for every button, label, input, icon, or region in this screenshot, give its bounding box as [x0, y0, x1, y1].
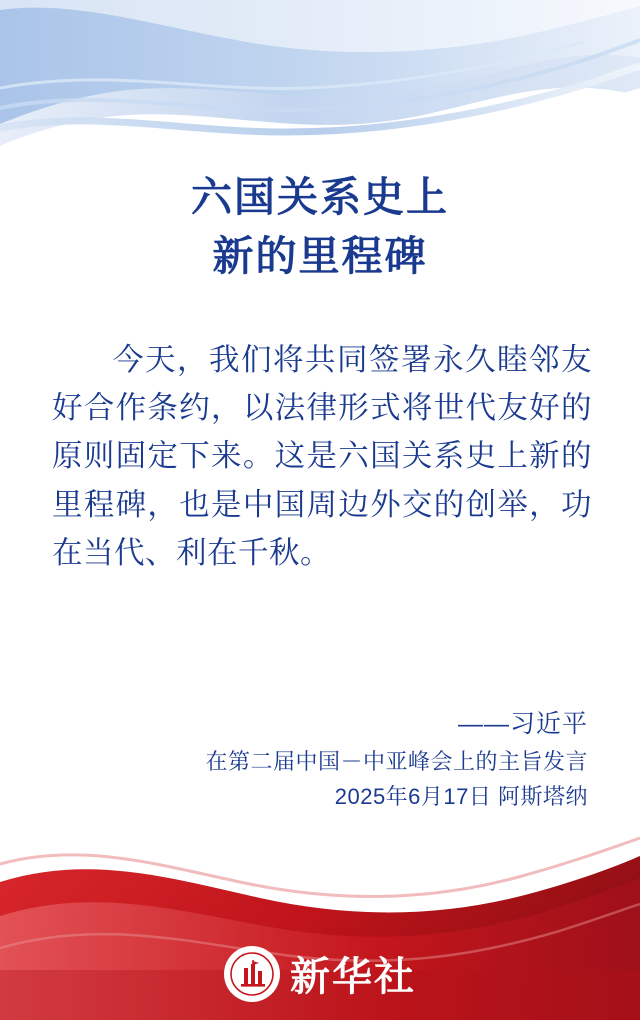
brand-name: 新华社 [290, 953, 416, 1000]
attribution-datetime: 2025年6月17日 阿斯塔纳 [334, 784, 588, 810]
brand-logo [0, 945, 640, 1002]
xinhua-emblem-icon [224, 946, 280, 1002]
headline [0, 168, 640, 287]
attribution-speaker: ——习近平 [457, 710, 588, 738]
quote-text: 今天，我们将共同签署永久睦邻友好合作条约，以法律形式将世代友好的原则固定下来。这是六国关系史上新的里程碑，也是中国周边外交的创举，功在当代、利在千秋。 [52, 343, 592, 570]
top-wave-decoration [0, 0, 640, 175]
headline-line-1: 六国关系史上 [191, 174, 449, 220]
headline-line-2: 新的里程碑 [212, 233, 428, 280]
quote-block [52, 336, 592, 577]
attribution-block [0, 706, 588, 815]
attribution-occasion: 在第二届中国－中亚峰会上的主旨发言 [205, 748, 588, 774]
